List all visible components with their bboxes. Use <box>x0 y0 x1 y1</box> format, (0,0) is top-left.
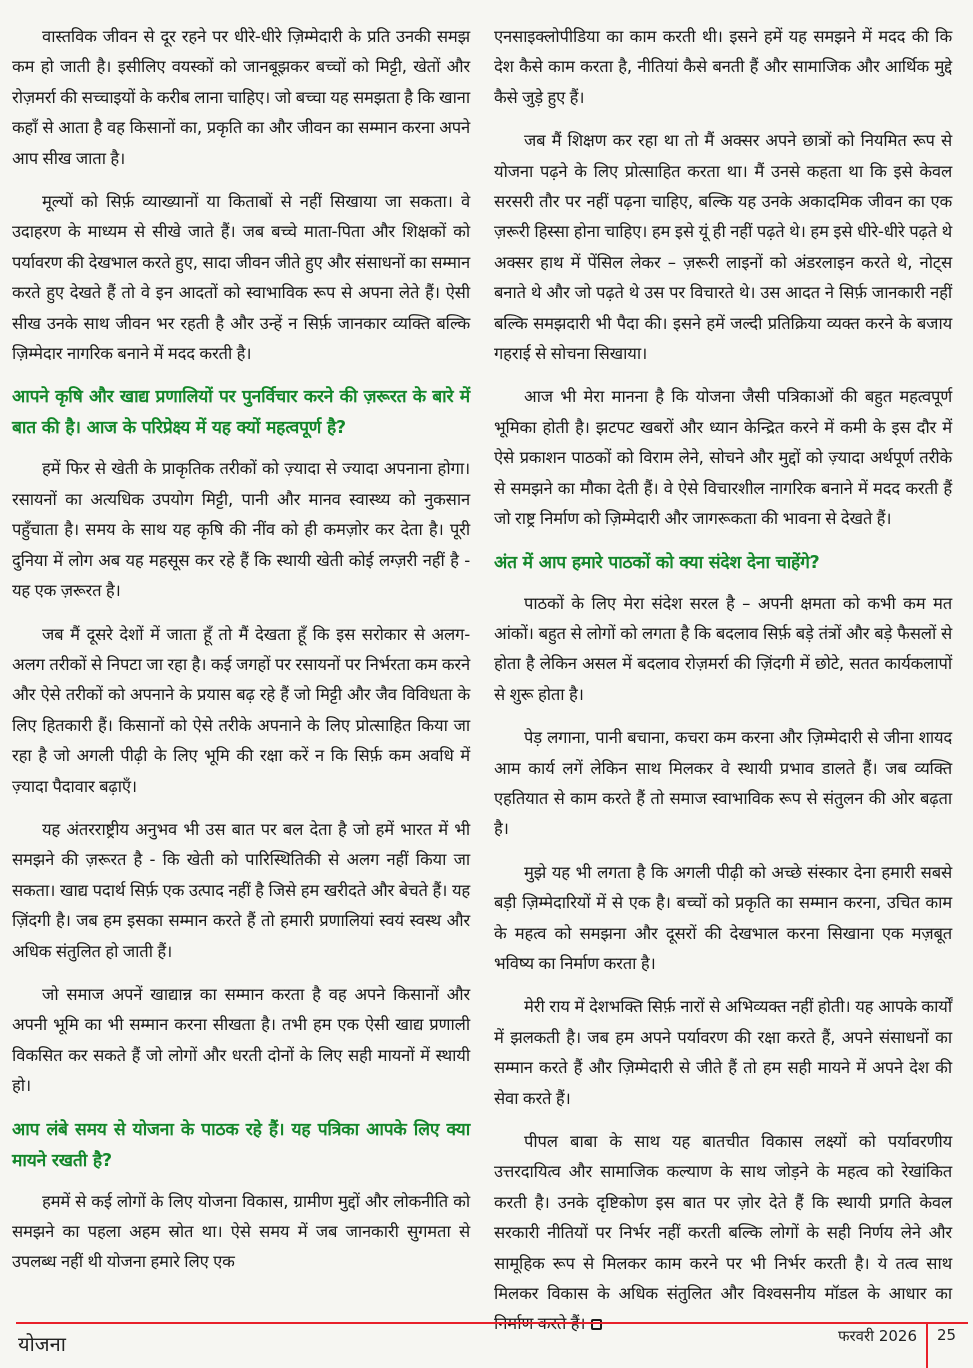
body-paragraph: पेड़ लगाना, पानी बचाना, कचरा कम करना और ज़िम्मेदारी से जीना शायद आम कार्य लगें लेकिन साथ मिलकर वे स्थायी प्रभाव डालते हैं। जब व्यक्ति एहतियात से काम करते हैं तो समाज स्वाभाविक रूप से संतुलन की ओर बढ़ता है। <box>494 728 952 839</box>
body-paragraph: जब मैं शिक्षण कर रहा था तो मैं अक्सर अपने छात्रों को नियमित रूप से योजना पढ़ने के लिए प्रोत्साहित करता था। मैं उनसे कहता था कि इसे केवल सरसरी तौर पर नहीं पढ़ना चाहिए, बल्कि यह उनके अकादमिक जीवन का एक ज़रूरी हिस्सा होना चाहिए। हम इसे यूं ही नहीं पढ़ते थे। हम इसे धीरे-धीरे पढ़ते थे अक्सर हाथ में पेंसिल लेकर – ज़रूरी लाइनों को अंडरलाइन करते थे, नोट्स बनाते थे और जो पढ़ते थे उस पर विचारते थे। उस आदत ने सिर्फ़ जानकारी नहीं बल्कि समझदारी भी पैदा की। इसने हमें जल्दी प्रतिक्रिया व्यक्त करने के बजाय गहराई से सोचना सिखाया। <box>494 131 952 364</box>
footer-divider <box>16 1322 968 1324</box>
issue-date: फरवरी 2026 <box>837 1327 917 1345</box>
right-column <box>494 22 952 1353</box>
footer-page-divider <box>926 1322 928 1368</box>
body-paragraph: आज भी मेरा मानना है कि योजना जैसी पत्रिकाओं की बहुत महत्वपूर्ण भूमिका होती है। झटपट खबरों और ध्यान केन्द्रित करने में कमी के इस दौर में ऐसे प्रकाशन पाठकों को विराम लेने, सोचने और मुद्दों को ज़्यादा अर्थपूर्ण तरीके से समझने का मौका देती हैं। वे ऐसे विचारशील नागरिक बनाने में मदद करती हैं जो राष्ट्र निर्माण को ज़िम्मेदारी और जागरूकता की भावना से देखते हैं। <box>494 387 952 529</box>
body-paragraph: पाठकों के लिए मेरा संदेश सरल है – अपनी क्षमता को कभी कम मत आंकों। बहुत से लोगों को लगता है कि बदलाव सिर्फ़ बड़े तंत्रों और बड़े फैसलों से होता है लेकिन असल में बदलाव रोज़मर्रा की ज़िंदगी में छोटे, सतत कार्यकलापों से शुरू होता है। <box>494 593 952 704</box>
body-paragraph: वास्तविक जीवन से दूर रहने पर धीरे-धीरे ज़िम्मेदारी के प्रति उनकी समझ कम हो जाती है। इसीलिए वयस्कों को जानबूझकर बच्चों को मिट्टी, खेतों और रोज़मर्रा की सच्चाइयों के करीब लाना चाहिए। जो बच्चा यह समझता है कि खाना कहाँ से आता है वह किसानों का, प्रकृति का और जीवन का सम्मान करना अपने आप सीख जाता है। <box>12 27 470 168</box>
page-number: 25 <box>937 1326 957 1344</box>
body-paragraph: मेरी राय में देशभक्ति सिर्फ़ नारों से अभिव्यक्त नहीं होती। यह आपके कार्यों में झलकती है। जब हम अपने पर्यावरण की रक्षा करते हैं, अपने संसाधनों का सम्मान करते हैं और ज़िम्मेदारी से जीते हैं तो हम सही मायने में अपने देश की सेवा करते हैं। <box>494 997 952 1108</box>
magazine-name: योजना <box>18 1332 66 1356</box>
body-paragraph-continued: एनसाइक्लोपीडिया का काम करती थी। इसने हमें यह समझने में मदद की कि देश कैसे काम करता है, नीतियां कैसे बनती हैं और सामाजिक और आर्थिक मुद्दे कैसे जुड़े हुए हैं। <box>494 27 952 107</box>
body-paragraph: हमें फिर से खेती के प्राकृतिक तरीकों को ज़्यादा से ज्यादा अपनाना होगा। रसायनों का अत्यधिक उपयोग मिट्टी, पानी और मानव स्वास्थ्य को नुकसान पहुँचाता है। समय के साथ यह कृषि की नींव को ही कमज़ोर कर देता है। पूरी दुनिया में लोग अब यह महसूस कर रहे हैं कि स्थायी खेती कोई लग्ज़री नहीं है - यह एक ज़रूरत है। <box>12 459 470 601</box>
body-paragraph: हममें से कई लोगों के लिए योजना विकास, ग्रामीण मुद्दों और लोकनीति को समझने का पहला अहम स्रोत था। ऐसे समय में जब जानकारी सुगमता से उपलब्ध नहीं थी योजना हमारे लिए एक <box>12 1191 470 1272</box>
body-paragraph: जब मैं दूसरे देशों में जाता हूँ तो मैं देखता हूँ कि इस सरोकार से अलग-अलग तरीकों से निपटा जा रहा है। कई जगहों पर रसायनों पर निर्भरता कम करने और ऐसे तरीकों को अपनाने के प्रयास बढ़ रहे हैं जो मिट्टी और जैव विविधता के लिए हितकारी हैं। किसानों को ऐसे तरीके अपनाने के लिए प्रोत्साहित किया जा रहा है जो अगली पीढ़ी के लिए भूमि की रक्षा करें न कि सिर्फ़ कम अवधि में ज़्यादा पैदावार बढ़ाएँ। <box>12 624 470 796</box>
closing-paragraph <box>494 1127 952 1340</box>
body-paragraph: मूल्यों को सिर्फ़ व्याख्यानों या किताबों से नहीं सिखाया जा सकता। वे उदाहरण के माध्यम से सीखे जाते हैं। जब बच्चे माता-पिता और शिक्षकों को पर्यावरण की देखभाल करते हुए, सादा जीवन जीते हुए और संसाधनों का सम्मान करते हुए देखते हैं तो वे इन आदतों को स्वाभाविक रूप से अपना लेते हैं। ऐसी सीख उनके साथ जीवन भर रहती है और उन्हें न सिर्फ़ जानकार व्यक्ति बल्कि ज़िम्मेदार नागरिक बनाने में मदद करती है। <box>12 192 470 364</box>
left-column <box>12 22 470 1291</box>
body-paragraph: यह अंतरराष्ट्रीय अनुभव भी उस बात पर बल देता है जो हमें भारत में भी समझने की ज़रूरत है - कि खेती को पारिस्थितिकी से अलग नहीं किया जा सकता। खाद्य पदार्थ सिर्फ़ एक उत्पाद नहीं है जिसे हम खरीदते और बेचते हैं। यह ज़िंदगी है। जब हम इसका सम्मान करते हैं तो हमारी प्रणालियां स्वयं स्वस्थ और अधिक संतुलित हो जाती हैं। <box>12 819 470 961</box>
body-paragraph: जो समाज अपनें खाद्यान्न का सम्मान करता है वह अपने किसानों और अपनी भूमि का भी सम्मान करना सीखता है। तभी हम एक ऐसी खाद्य प्रणाली विकसित कर सकते हैं जो लोगों और धरती दोनों के लिए सही मायनों में स्थायी हो। <box>12 984 470 1096</box>
closing-paragraph-text: पीपल बाबा के साथ यह बातचीत विकास लक्ष्यों को पर्यावरणीय उत्तरदायित्व और सामाजिक कल्याण के साथ जोड़ने के महत्व को रेखांकित करती है। उनके दृष्टिकोण इस बात पर ज़ोर देते हैं कि स्थायी प्रगति केवल सरकारी नीतियों पर निर्भर नहीं करती बल्कि लोगों के सही निर्णय लेने और सामूहिक रूप से मिलकर काम करने पर भी निर्भर करती है। ये तत्व साथ मिलकर विकास के अधिक संतुलित और विश्वसनीय मॉडल के आधार का <box>494 1132 952 1304</box>
interview-question: अंत में आप हमारे पाठकों को क्या संदेश देना चाहेंगे? <box>494 552 820 573</box>
interview-question: आपने कृषि और खाद्य प्रणालियों पर पुनर्विचार करने की ज़रूरत के बारे में बात की है। आज के परिप्रेक्ष्य में यह क्यों महत्वपूर्ण है? <box>12 387 470 439</box>
interview-question: आप लंबे समय से योजना के पाठक रहे हैं। यह पत्रिका आपके लिए क्या मायने रखती है? <box>12 1119 470 1171</box>
body-paragraph: मुझे यह भी लगता है कि अगली पीढ़ी को अच्छे संस्कार देना हमारी सबसे बड़ी ज़िम्मेदारियों में से एक है। बच्चों को प्रकृति का सम्मान करना, उचित काम के महत्व को समझना और दूसरों की देखभाल करना सिखाना एक मज़बूत भविष्य का निर्माण करता है। <box>494 862 952 973</box>
